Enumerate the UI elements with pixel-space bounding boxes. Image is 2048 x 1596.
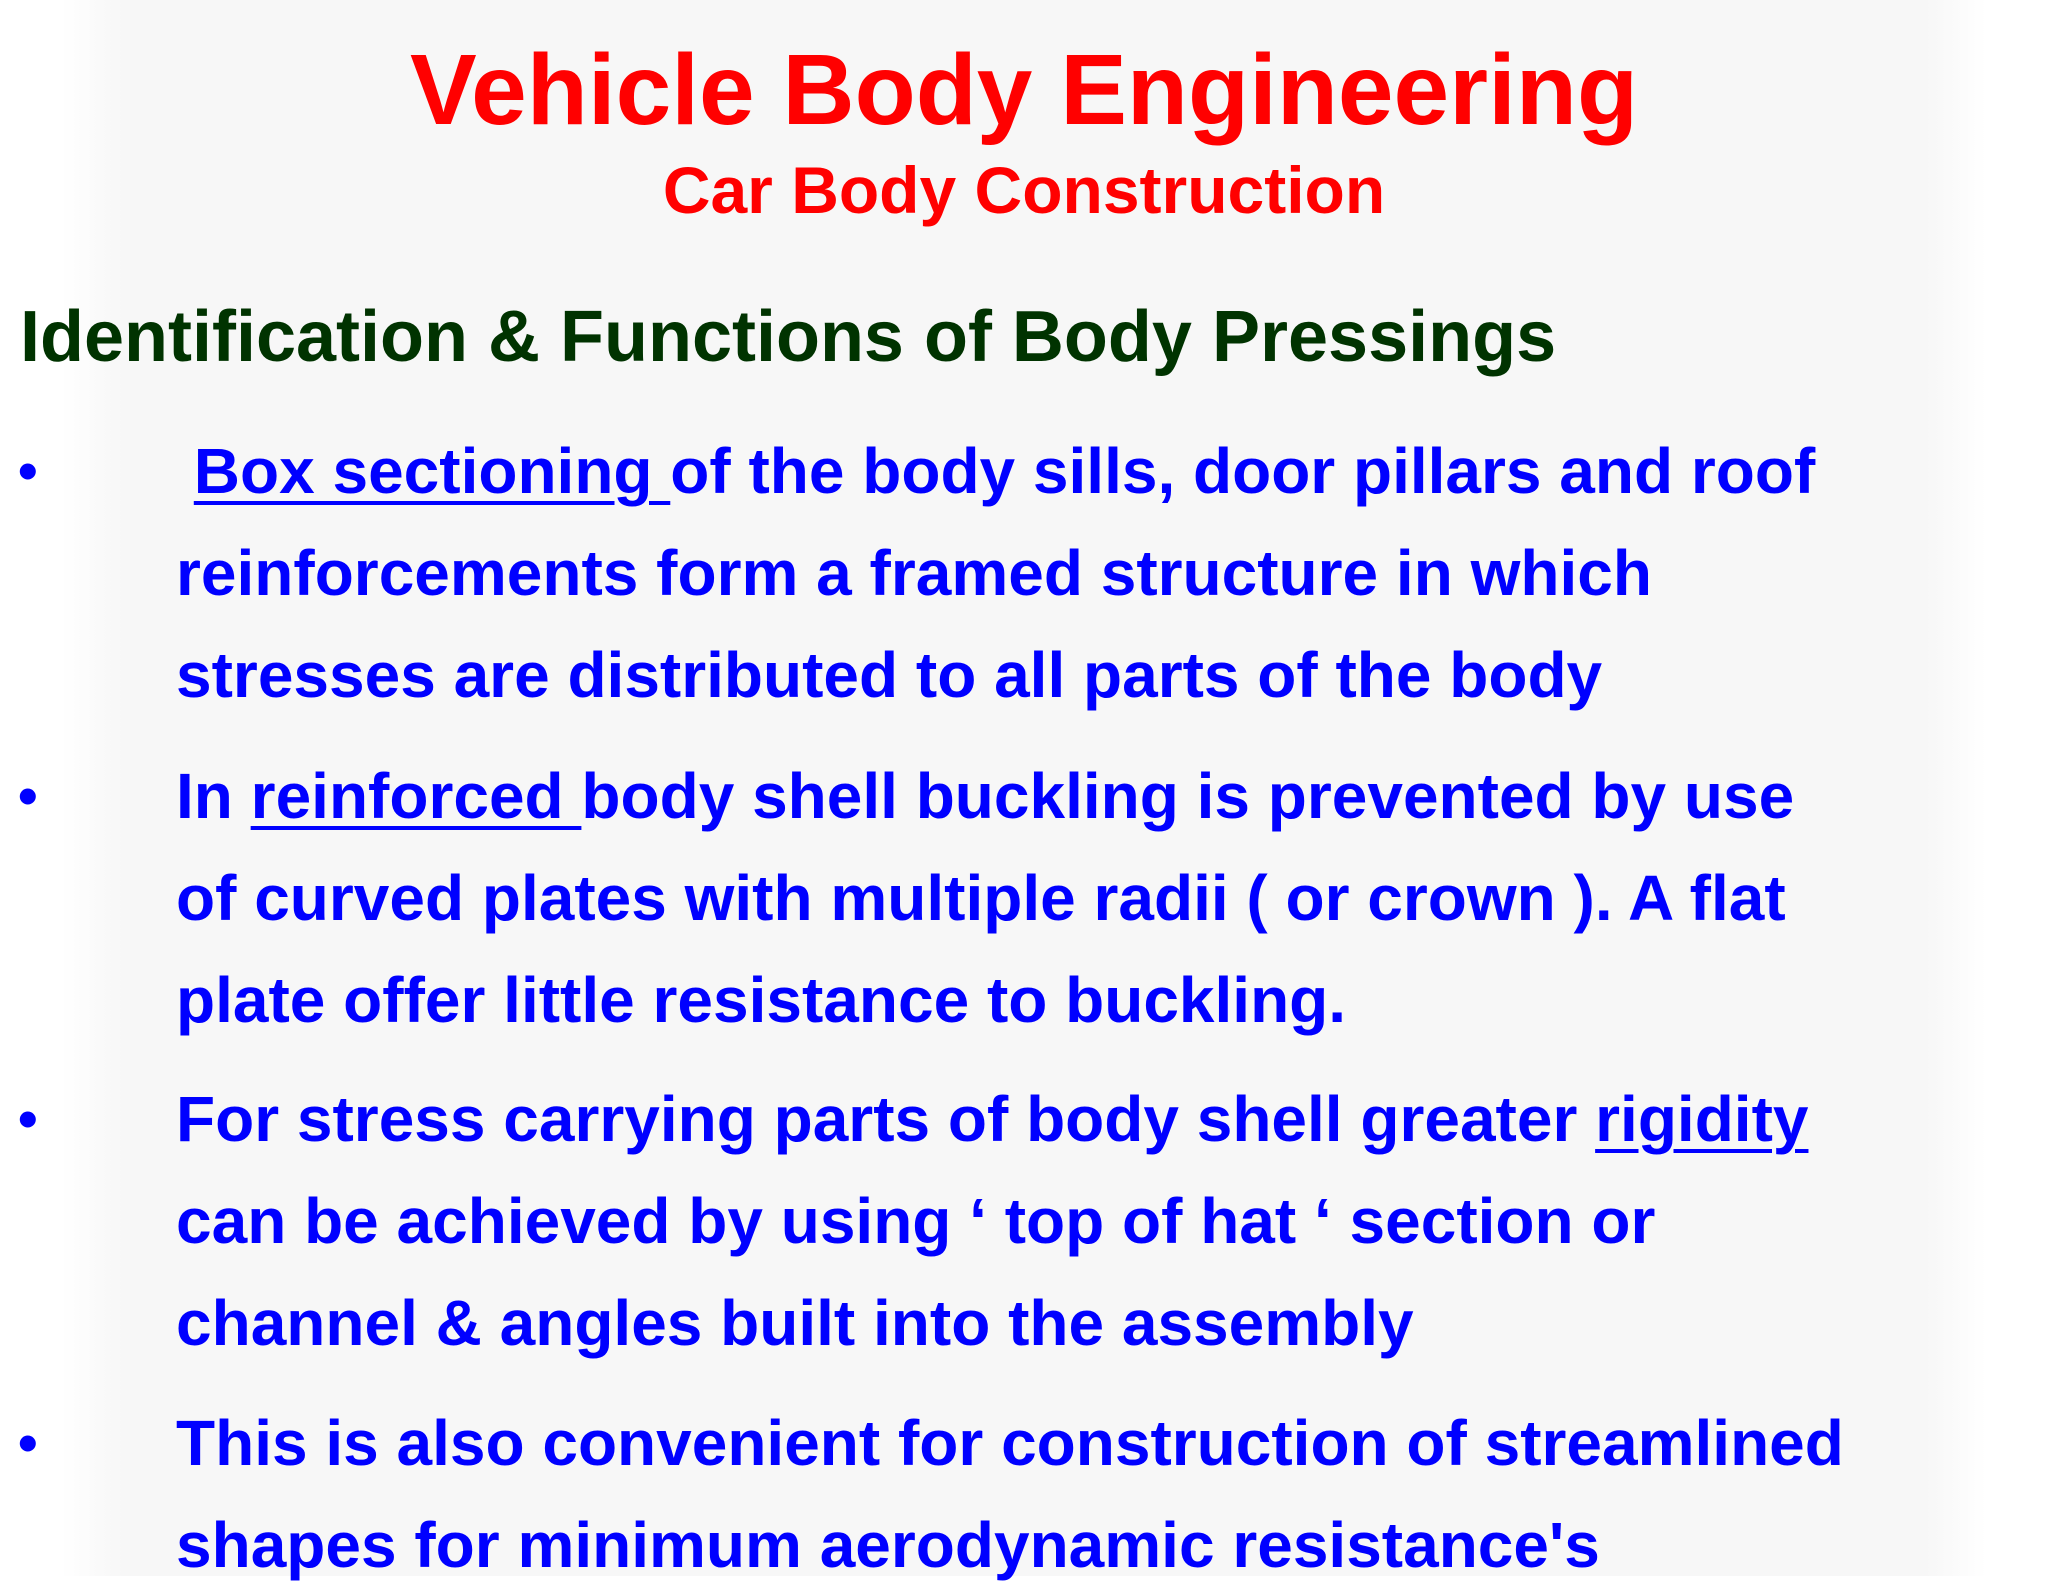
bullet-line-rest: body shell buckling is prevented by use bbox=[581, 760, 1795, 832]
bullet-line: reinforcements form a framed structure in which bbox=[176, 537, 1652, 609]
bullet-line: can be achieved by using ‘ top of hat ‘ section or bbox=[176, 1185, 1656, 1257]
bullet-lead bbox=[176, 435, 194, 507]
bullet-line: shapes for minimum aerodynamic resistance's bbox=[176, 1509, 1600, 1581]
bullet-line-rest: of the body sills, door pillars and roof bbox=[670, 435, 1816, 507]
bullet-line bbox=[176, 1068, 2026, 1170]
bullet-line bbox=[176, 745, 2026, 847]
bullet-line: This is also convenient for construction of streamlined bbox=[176, 1407, 1844, 1479]
bullet-icon: • bbox=[18, 1087, 38, 1150]
bullet-lead: In bbox=[176, 760, 251, 832]
bullet-text bbox=[176, 420, 2026, 726]
bullet-line: of curved plates with multiple radii ( or crown ). A flat bbox=[176, 862, 1786, 934]
slide-subtitle: Car Body Construction bbox=[662, 153, 1386, 227]
bullet-text bbox=[176, 1068, 2026, 1374]
bullet-line: channel & angles built into the assembly bbox=[176, 1287, 1414, 1359]
bullet-icon: • bbox=[18, 1411, 38, 1474]
underlined-term: rigidity bbox=[1595, 1083, 1809, 1155]
bullet-text bbox=[176, 745, 2026, 1051]
bullet-icon: • bbox=[18, 764, 38, 827]
bullet-line: plate offer little resistance to buckling. bbox=[176, 964, 1347, 1036]
bullet-text bbox=[176, 1392, 2026, 1596]
bullet-line bbox=[176, 420, 2026, 522]
bullet-icon: • bbox=[18, 439, 38, 502]
section-heading: Identification & Functions of Body Pressings bbox=[20, 297, 1557, 377]
underlined-term: Box sectioning bbox=[193, 435, 671, 507]
bullet-lead: For stress carrying parts of body shell greater bbox=[176, 1083, 1596, 1155]
slide-title: Vehicle Body Engineering bbox=[409, 34, 1639, 146]
underlined-term: reinforced bbox=[250, 760, 582, 832]
bullet-line: stresses are distributed to all parts of the body bbox=[176, 639, 1603, 711]
